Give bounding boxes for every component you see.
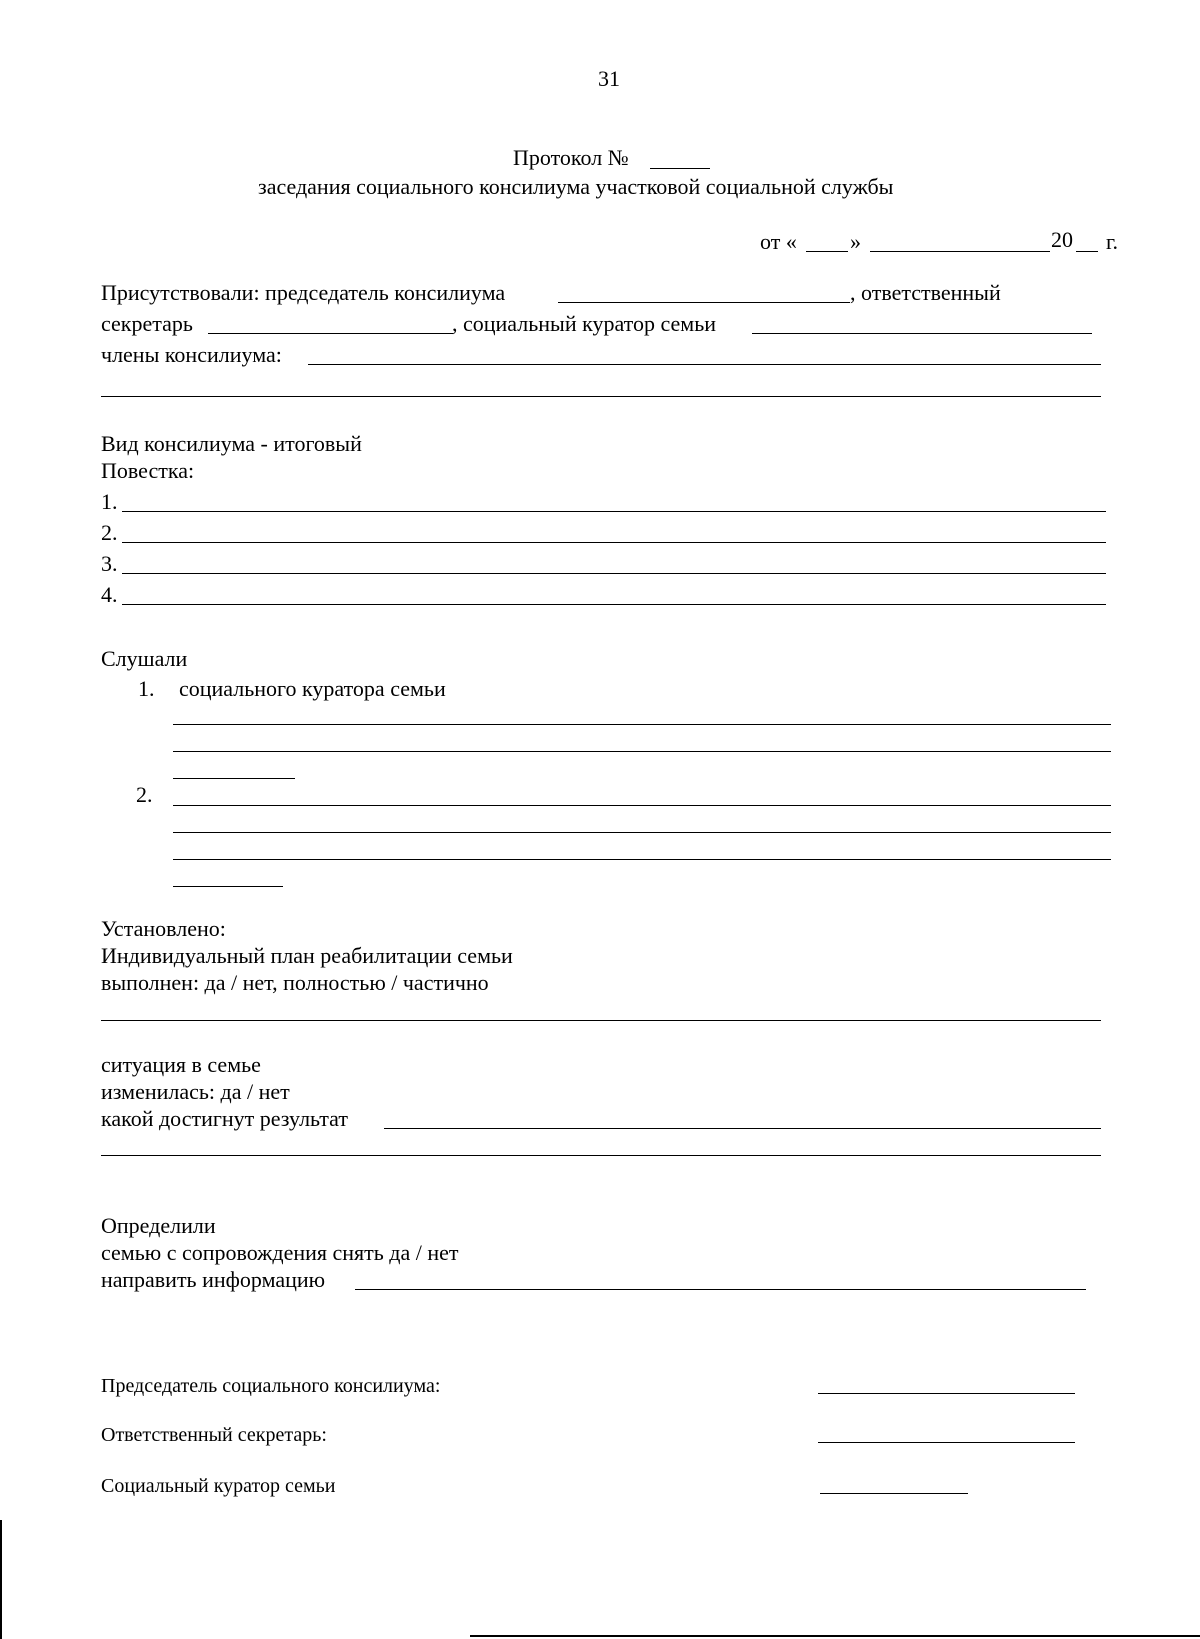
heard-item-1-text: социального куратора семьи [179,676,446,701]
heard-label: Слушали [101,646,188,671]
heard-item-1-blank-1[interactable] [173,724,1111,725]
attendees-line1-start: Присутствовали: председатель консилиума [101,280,506,305]
signature-chair-blank[interactable] [818,1393,1075,1394]
agenda-item-1-blank[interactable] [122,511,1106,512]
agenda-item-3-num: 3. [101,551,118,576]
heard-item-1-blank-2[interactable] [173,751,1111,752]
established-line-1: Индивидуальный план реабилитации семьи [101,943,513,968]
situation-line-1: ситуация в семье [101,1052,261,1077]
council-type: Вид консилиума - итоговый [101,431,362,456]
date-prefix: от « [760,229,797,254]
date-year-blank[interactable] [1076,251,1098,252]
send-info-blank[interactable] [355,1289,1086,1290]
agenda-item-3-blank[interactable] [122,573,1106,574]
agenda-item-2-blank[interactable] [122,542,1106,543]
curator-name-blank[interactable] [752,333,1092,334]
scan-edge-bottom [470,1635,1200,1637]
date-mid: » [850,229,861,254]
protocol-subtitle: заседания социального консилиума участковой социальной службы [258,174,894,199]
heard-item-2-num: 2. [136,782,153,807]
date-suffix: г. [1106,229,1119,254]
signature-secretary-label: Ответственный секретарь: [101,1424,327,1446]
signature-secretary-blank[interactable] [818,1442,1075,1443]
agenda-item-4-num: 4. [101,582,118,607]
agenda-item-4-blank[interactable] [122,604,1106,605]
situation-line-3: какой достигнут результат [101,1106,348,1131]
heard-item-2-blank-1[interactable] [173,805,1111,806]
attendees-line2-start: секретарь [101,311,193,336]
secretary-name-blank[interactable] [208,333,453,334]
heard-item-1-num: 1. [138,676,155,701]
signature-chair-label: Председатель социального консилиума: [101,1375,441,1397]
result-blank-2[interactable] [101,1155,1101,1156]
result-blank-1[interactable] [384,1128,1101,1129]
signature-curator-label: Социальный куратор семьи [101,1475,336,1497]
protocol-number-blank[interactable] [650,168,710,169]
chair-name-blank[interactable] [558,302,850,303]
page-number: 31 [598,66,620,91]
heard-item-1-blank-3[interactable] [173,778,295,779]
decided-label: Определили [101,1213,216,1238]
agenda-item-1-num: 1. [101,489,118,514]
situation-line-2: изменилась: да / нет [101,1079,290,1104]
scan-edge-left [0,1520,2,1639]
members-blank-1[interactable] [308,364,1101,365]
established-blank[interactable] [101,1020,1101,1021]
members-blank-2[interactable] [101,396,1101,397]
agenda-item-2-num: 2. [101,520,118,545]
heard-item-2-blank-3[interactable] [173,859,1111,860]
heard-item-2-blank-4[interactable] [173,886,283,887]
attendees-line3-start: члены консилиума: [101,342,282,367]
attendees-line1-end: , ответственный [850,280,1001,305]
decided-line-2: направить информацию [101,1267,326,1292]
agenda-label: Повестка: [101,458,195,483]
heard-item-2-blank-2[interactable] [173,832,1111,833]
attendees-line2-mid: , социальный куратор семьи [452,311,717,336]
signature-curator-blank[interactable] [820,1493,968,1494]
established-line-2: выполнен: да / нет, полностью / частично [101,970,489,995]
protocol-title: Протокол № [513,145,629,170]
decided-line-1: семью с сопровождения снять да / нет [101,1240,459,1265]
date-day-blank[interactable] [806,251,848,252]
date-month-blank[interactable] [870,251,1050,252]
established-label: Установлено: [101,916,226,941]
date-year: 20 [1051,227,1073,252]
